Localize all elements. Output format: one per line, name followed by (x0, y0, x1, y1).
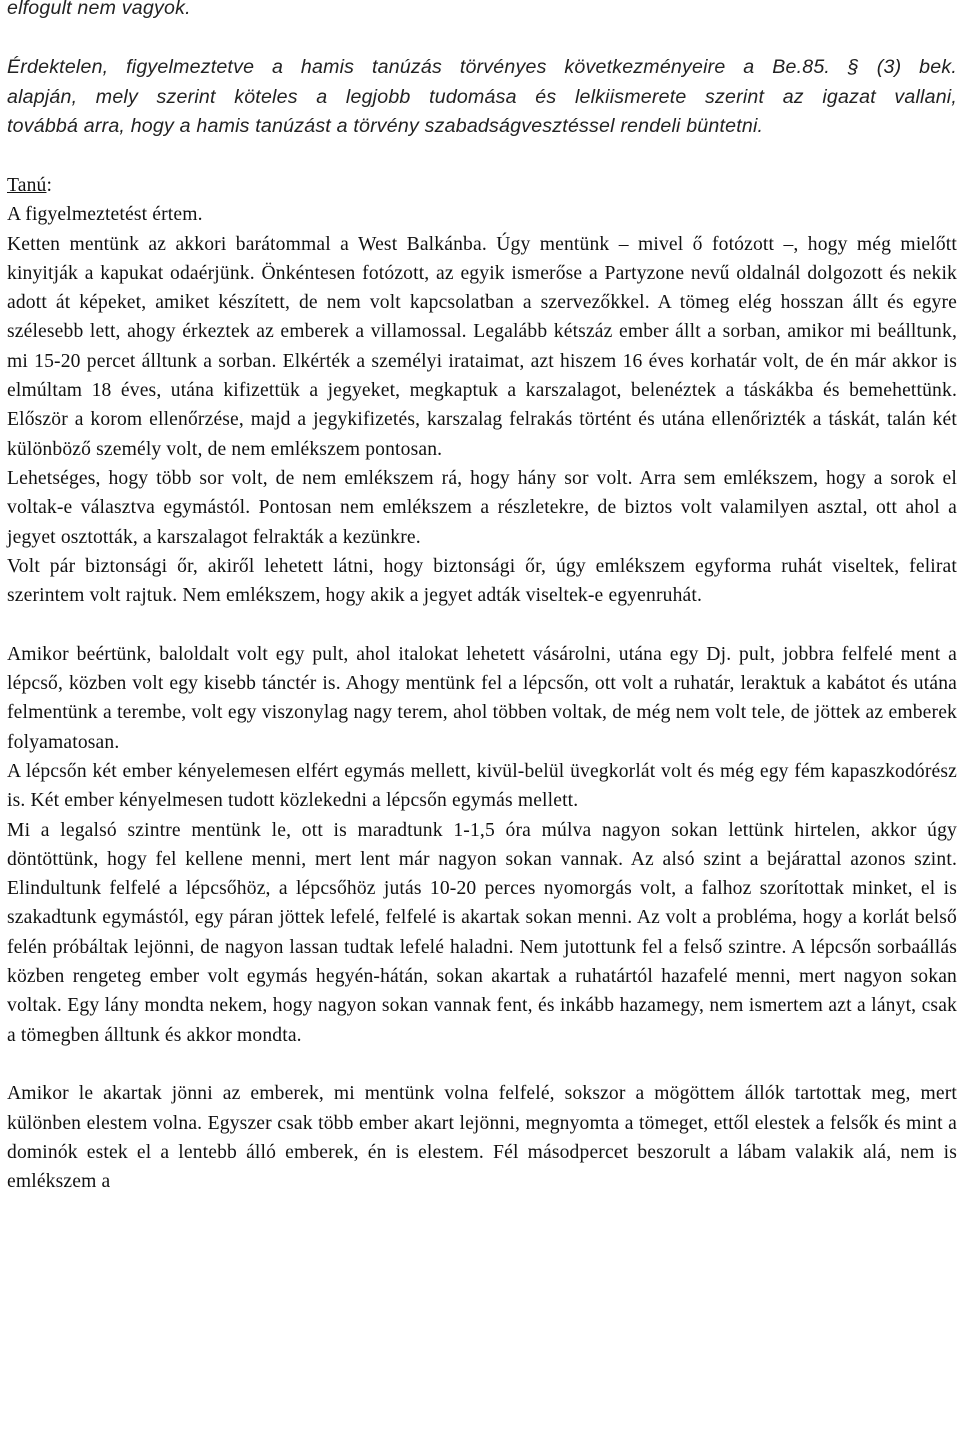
testimony-paragraph: Lehetséges, hogy több sor volt, de nem emlékszem rá, hogy hány sor volt. Arra sem emlékszem, hogy a sorok el voltak-e választva egymástól. Pontosan nem emlékszem a részletekre, de biztos volt valamilyen asztal, ott ahol a jegyet osztották, a karszalagot felrakták a kezünkre. (7, 467, 957, 548)
intro-block (7, 0, 957, 142)
spacer (7, 24, 957, 54)
warning-line-3: továbbá arra, hogy a hamis tanúzást a törvény szabadságvesztéssel rendeli büntetni. (7, 115, 764, 137)
testimony-paragraph: Amikor beértünk, baloldalt volt egy pult, ahol italokat lehetett vásárolni, utána egy Dj. pult, jobbra felfelé ment a lépcső, közben volt egy kisebb tánctér is. Ahogy mentünk fel a lépcsőn, ott volt a ruhatár, leraktuk a kabátot és utána felmentünk a terembe, volt egy viszonylag nagy terem, ahol többen voltak, de még nem volt tele, de jöttek az emberek folyamatosan. (7, 643, 957, 753)
testimony-paragraph: A lépcsőn két ember kényelemesen elfért egymás mellett, kivül-belül üvegkorlát volt és még egy fém kapaszkodórész is. Két ember kényelmesen tudott közlekedni a lépcsőn egymás mellett. (7, 760, 957, 812)
witness-label: Tanú (7, 175, 47, 196)
testimony-paragraph: Mi a legalsó szintre mentünk le, ott is maradtunk 1-1,5 óra múlva nagyon sokan lettünk hirtelen, akkor úgy döntöttünk, hogy fel kellene menni, mert lent már nagyon sokan vannak. Az alsó szint a bejárattal azonos szint. Elindultunk felfelé a lépcsőhöz, a lépcsőhöz jutás 10-20 perces nyomorgás volt, a falhoz szorítottak minket, el is szakadtunk egymástól, egy páran jöttek lefelé, felfelé is akartak sokan menni. Az volt a probléma, hogy a korlát belső felén próbáltak lejönni, de nagyon lassan tudtak lefelé haladni. Nem jutottunk fel a felső szintre. A lépcsőn sorbaállás közben rengeteg ember volt egymás hegyén-hátán, sokan akartak a ruhatártól hazafelé menni, mert nagyon sokan voltak. Egy lány mondta nekem, hogy nagyon sokan vannak fent, és inkább hazamegy, nem ismertem azt a lányt, csak a tömegben álltunk és akkor mondta. (7, 819, 957, 1046)
testimony-paragraph: Ketten mentünk az akkori barátommal a West Balkánba. Úgy mentünk – mivel ő fotózott –, hogy még mielőtt kinyitják a kapukat odaérjünk. Önkéntesen fotózott, az egyik ismerőse a Partyzone nevű oldalnál dolgozott és nekik adott át képeket, amiket készített, de nem volt kapcsolatban a szervezőkkel. A tömeg elég hosszan állt és egyre szélesebb lett, ahogy érkeztek az emberek a villamossal. Legalább kétszáz ember állt a sorban, amikor mi beálltunk, mi 15-20 percet álltunk a sorban. Elkérték a személyi irataimat, azt hiszem 16 éves korhatár volt, de én már akkor is elmúltam 18 éves, utána kifizettük a jegyeket, megkaptuk a karszalagot, belenéztek a táskákba és bemehettünk. Először a korom ellenőrzése, majd a jegykifizetés, karszalag felrakás történt és utána ellenőrizték a táskát, talán két különböző személy volt, de nem emlékszem pontosan. (7, 233, 957, 460)
witness-acknowledgement: A figyelmeztetést értem. (7, 204, 203, 226)
spacer (7, 1050, 957, 1079)
testimony-block (7, 171, 957, 1196)
testimony-paragraph: Volt pár biztonsági őr, akiről lehetett látni, hogy biztonsági őr, úgy emlékszem egyforma ruhát viseltek, felirat szerintem volt rajtuk. Nem emlékszem, hogy akik a jegyet adták viseltek-e egyenruhát. (7, 555, 957, 607)
witness-heading (7, 171, 957, 200)
testimony-paragraph: Amikor le akartak jönni az emberek, mi mentünk volna felfelé, sokszor a mögöttem állók tartottak meg, mert különben elestem volna. Egyszer csak több ember akart lejönni, megnyomta a tömeget, ettől elestek a felsők és mint a dominók estek el a lentebb álló emberek, én is elestem. Fél másodpercet beszorult a lábam valakik alá, nem is emlékszem a (7, 1083, 957, 1193)
witness-colon: : (46, 175, 53, 196)
document-page (7, 0, 957, 1196)
intro-line: elfogult nem vagyok. (7, 0, 191, 19)
spacer (7, 142, 957, 172)
warning-line-1: Érdektelen, figyelmeztetve a hamis tanúzás törvényes következményeire a Be.85. § (3) bek. (7, 56, 957, 78)
warning-line-2: alapján, mely szerint köteles a legjobb tudomása és lelkiismerete szerint az igazat vallani, (7, 85, 957, 108)
spacer (7, 610, 957, 639)
